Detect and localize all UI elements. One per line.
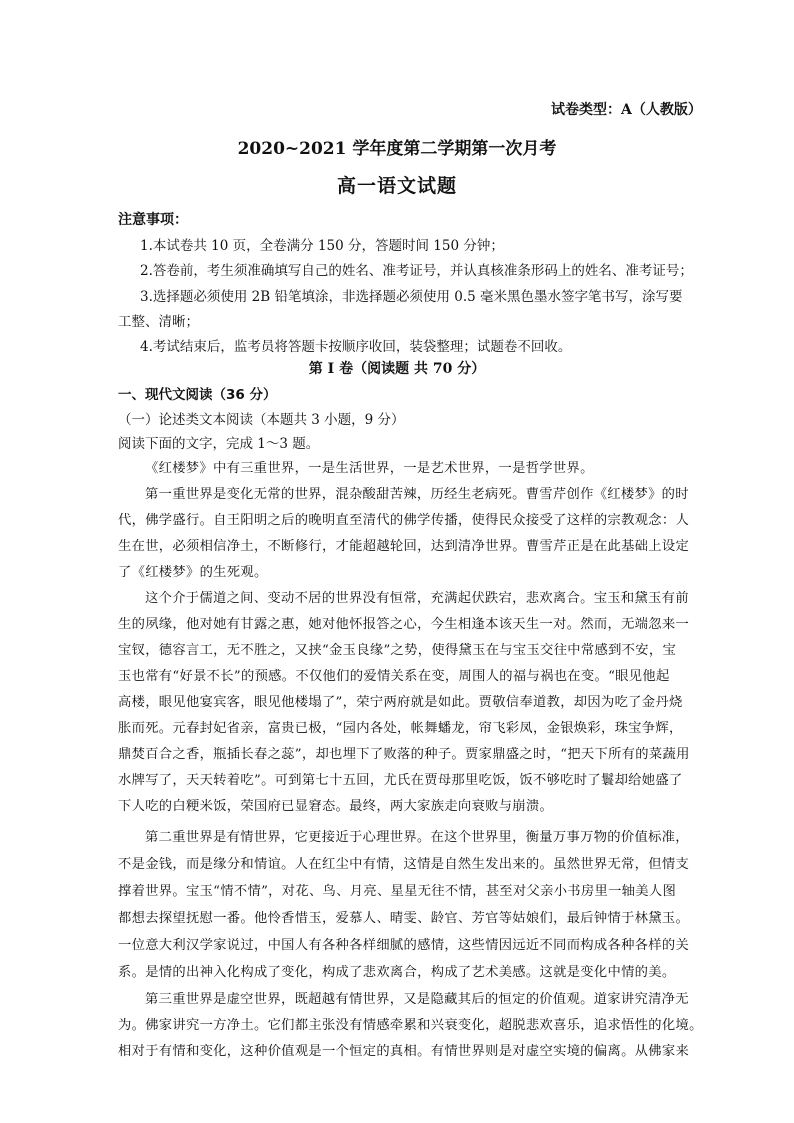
note-line: 工整、清晰； xyxy=(118,314,199,330)
section-heading: 第 I 卷（阅读题 共 70 分） xyxy=(308,361,486,377)
passage-line: 这个介于儒道之间、变动不居的世界没有恒常，充满起伏跌宕，悲欢离合。宝玉和黛玉有前 xyxy=(145,591,689,606)
exam-subtitle: 高一语文试题 xyxy=(336,175,457,197)
note-line: 4.考试结束后，监考员将答题卡按顺序收回，装袋整理；试题卷不回收。 xyxy=(140,339,572,355)
passage-line: 第一重世界是变化无常的世界，混杂酸甜苦辣，历经生老病死。曹雪芹创作《红楼梦》的时 xyxy=(145,487,689,502)
passage-line: 了《红楼梦》的生死观。 xyxy=(118,565,268,580)
note-line: 2.答卷前，考生须准确填写自己的姓名、准考证号，并认真核准条形码上的姓名、准考证号； xyxy=(140,263,693,279)
subsection-heading: （一）论述类文本阅读（本题共 3 小题，9 分） xyxy=(118,412,405,428)
passage-line: 高楼，眼见他宴宾客，眼见他楼塌了”，荣宁两府就是如此。贾敬信奉道教，却因为吃了金丹烧 xyxy=(118,695,683,710)
passage-line: 不是金钱，而是缘分和情谊。人在红尘中有情，这情是自然生发出来的。虽然世界无常，但情支 xyxy=(118,857,690,872)
passage-line: 下人吃的白粳米饭，荣国府已显窘态。最终，两大家族走向衰败与崩溃。 xyxy=(118,799,554,814)
passage-line: 相对于有情和变化，这种价值观是一个恒定的真相。有情世界则是对虚空实境的偏离。从佛家来 xyxy=(118,1044,690,1059)
passage-line: 第三重世界是虚空世界，既超越有情世界，又是隐藏其后的恒定的价值观。道家讲究清净无 xyxy=(145,992,689,1007)
passage-line: 代，佛学盛行。自王阳明之后的晚明直至清代的佛学传播，使得民众接受了这样的宗教观念：人 xyxy=(118,513,690,528)
passage-line: 第二重世界是有情世界，它更接近于心理世界。在这个世界里，衡量万事万物的价值标准， xyxy=(145,830,689,845)
passage-line: 都想去探望抚慰一番。他怜香惜玉，爱慕人、晴雯、龄官、芳官等姑娘们，最后钟情于林黛玉。 xyxy=(118,911,690,926)
exam-title: 2020~2021 学年度第二学期第一次月考 xyxy=(237,139,557,159)
passage-line: 玉也常有“好景不长”的预感。不仅他们的爱情关系在变，周围人的福与祸也在变。“眼见他起 xyxy=(118,669,670,684)
passage-line: 鼎焚百合之香，瓶插长春之蕊”，却也埋下了败落的种子。贾家鼎盛之时，“把天下所有的菜蔬用 xyxy=(118,747,690,762)
passage-line: 宝钗，德容言工，无不胜之，又挟“金玉良缘”之势，使得黛玉在与宝玉交往中常感到不安，宝 xyxy=(118,643,677,658)
passage-line: 撑着世界。宝玉“情不情”，对花、鸟、月亮、星星无往不情，甚至对父亲小书房里一轴美人图 xyxy=(118,884,677,899)
passage-line: 水牌写了，天天转着吃”。可到第七十五回，尤氏在贾母那里吃饭，饭不够吃时了鬟却给她盛了 xyxy=(118,773,683,788)
passage-line: 系。是情的出神入化构成了变化，构成了悲欢离合，构成了艺术美感。这就是变化中情的美。 xyxy=(118,965,676,980)
note-line: 3.选择题必须使用 2B 铅笔填涂，非选择题必须使用 0.5 毫米黑色墨水签字笔书写，涂写要 xyxy=(140,289,683,305)
passage-line: 生在世，必须相信净土，不断修行，才能超越轮回，达到清净世界。曹雪芹正是在此基础上设定 xyxy=(118,539,690,554)
passage-line: 一位意大利汉学家说过，中国人有各种各样细腻的感情，这些情因远近不同而构成各种各样的关 xyxy=(118,938,690,953)
passage-line: 胀而死。元春封妃省亲，富贵已极，“园内各处，帐舞蟠龙，帘飞彩凤，金银焕彩，珠宝争辉， xyxy=(118,721,683,736)
notes-heading: 注意事项： xyxy=(118,212,188,228)
note-line: 1.本试卷共 10 页，全卷满分 150 分，答题时间 150 分钟； xyxy=(140,238,504,254)
passage-line: 《红楼梦》中有三重世界，一是生活世界，一是艺术世界，一是哲学世界。 xyxy=(145,461,594,476)
passage-line: 为。佛家讲究一方净土。它们都主张没有情感牵累和兴衰变化，超脱悲欢喜乐，追求悟性的化境。 xyxy=(118,1018,703,1033)
passage-line: 生的夙缘，他对她有甘露之惠，她对他怀报答之心，今生相逢本该天生一对。然而，无端忽来一 xyxy=(118,617,690,632)
paper-type-label: 试卷类型：A（人教版） xyxy=(551,102,702,118)
part-heading: 一、现代文阅读（36 分） xyxy=(118,387,277,403)
reading-instruction: 阅读下面的文字，完成 1～3 题。 xyxy=(118,436,320,452)
